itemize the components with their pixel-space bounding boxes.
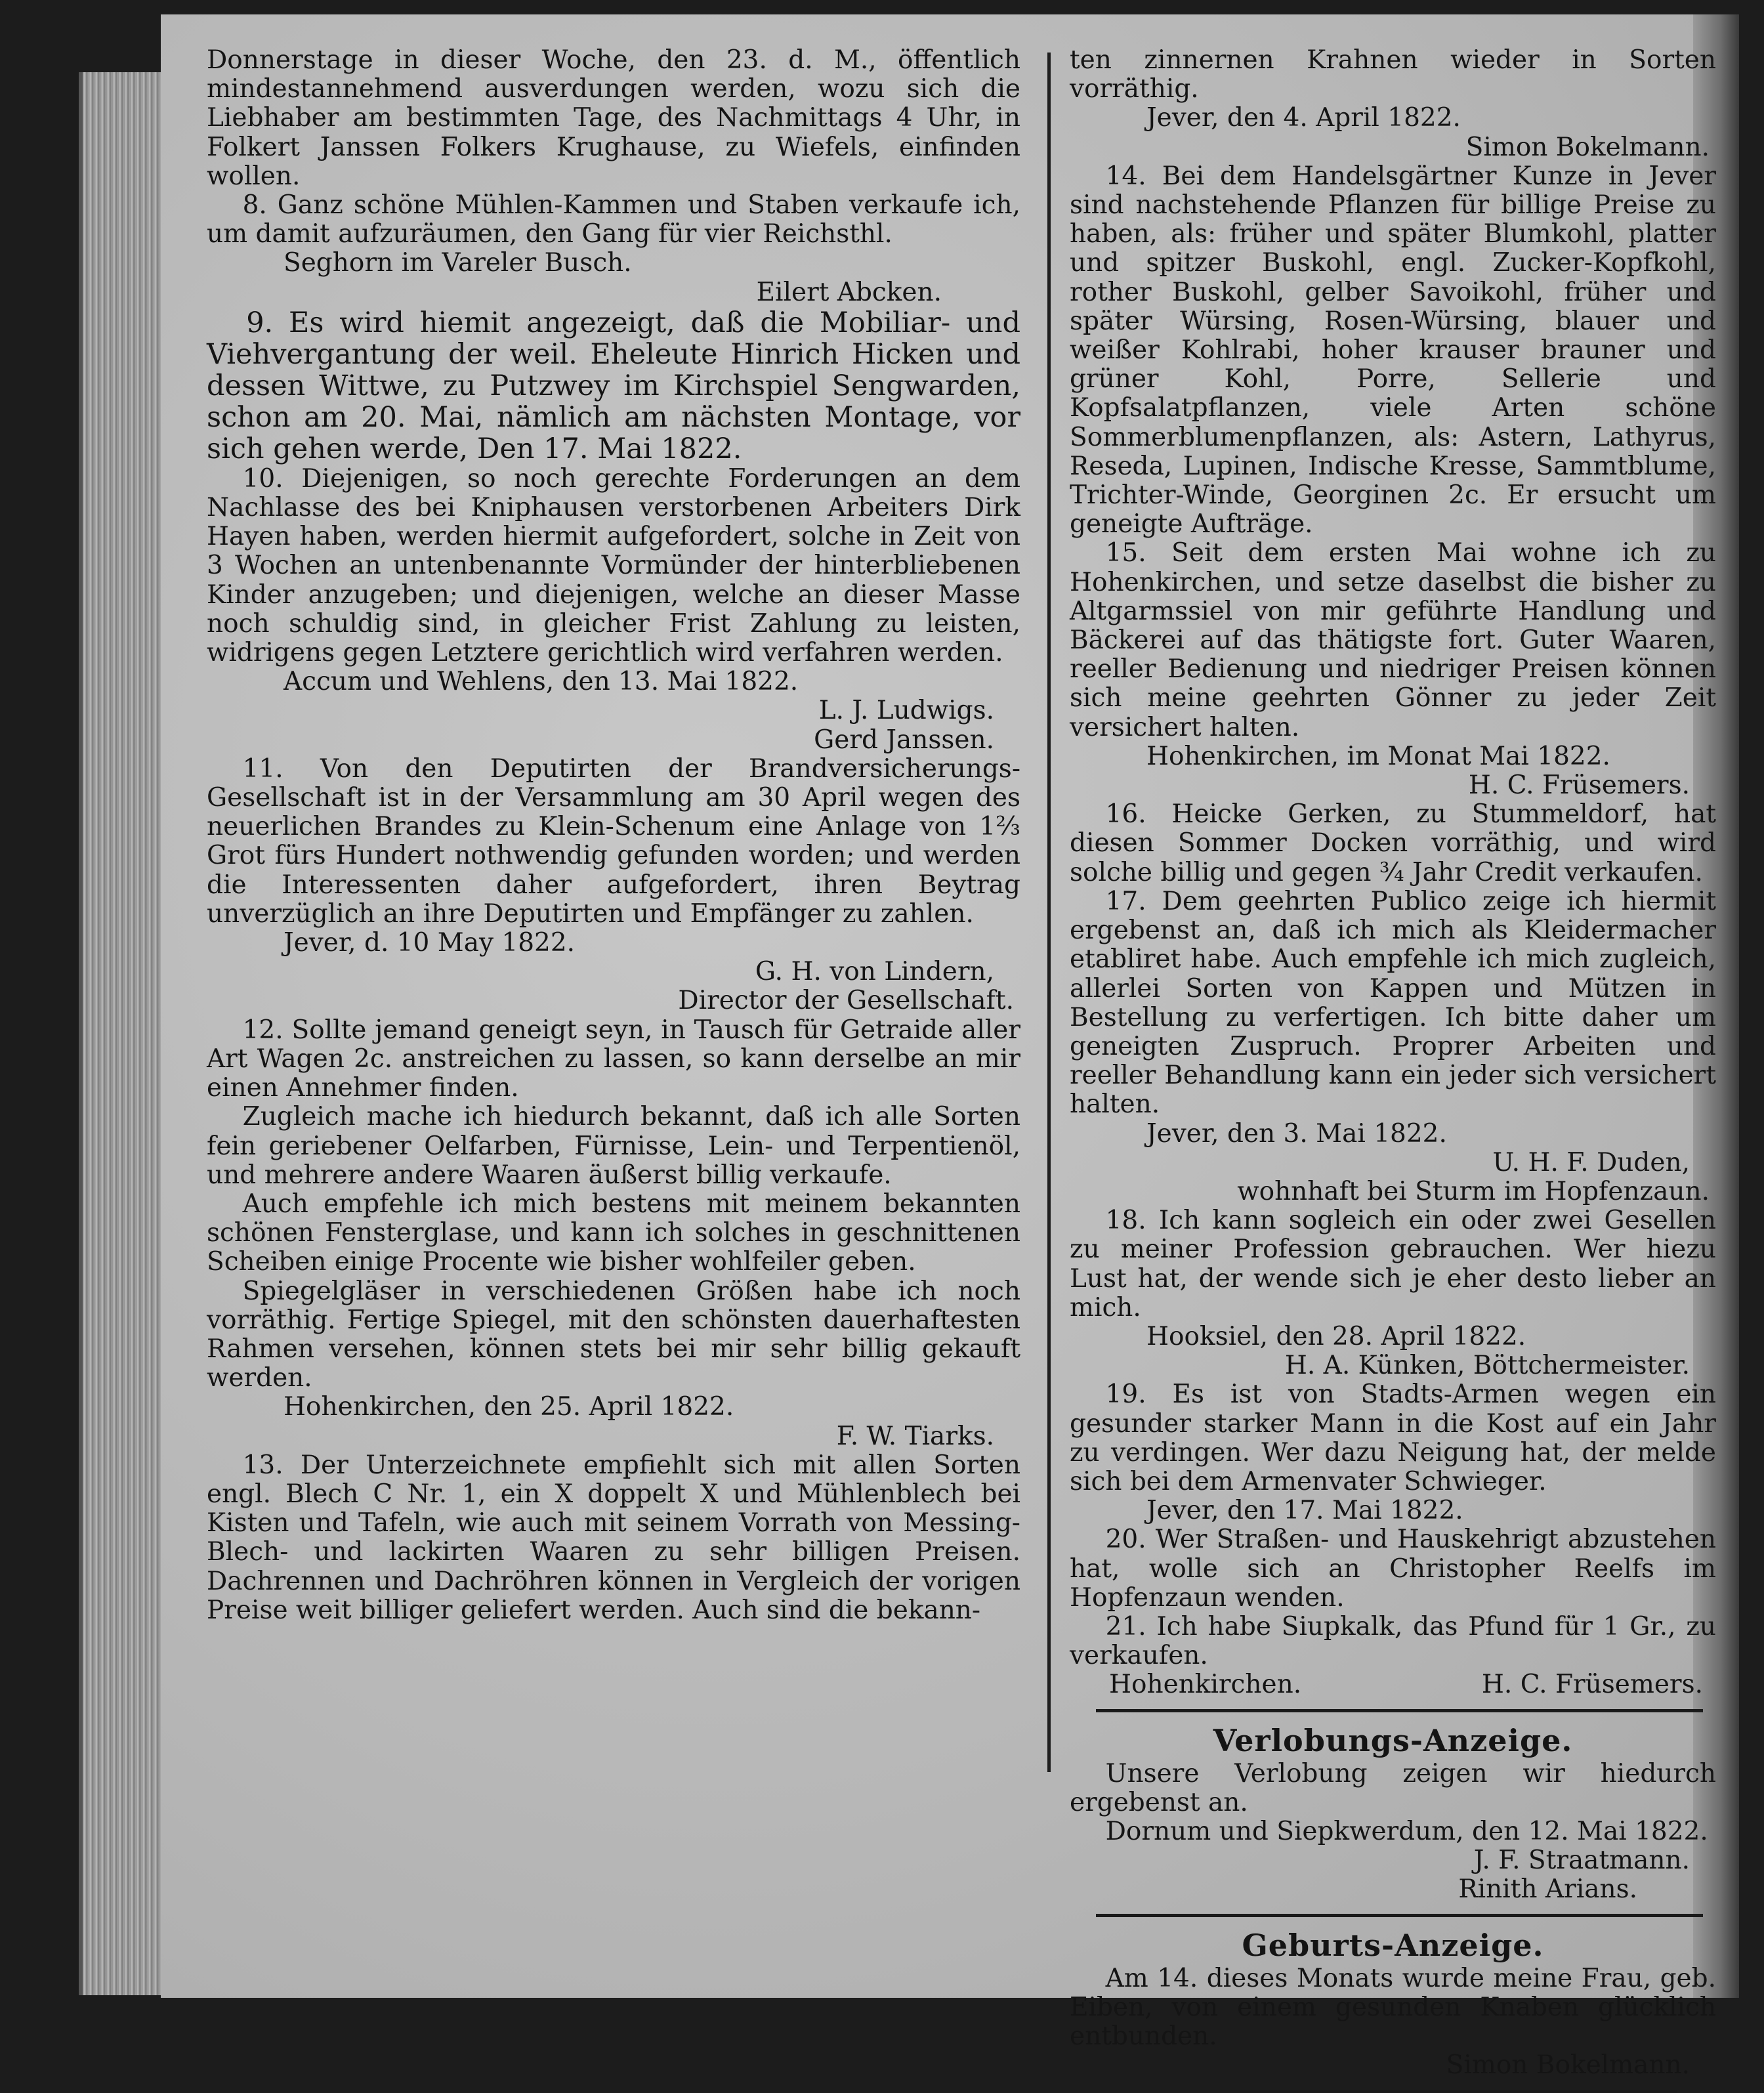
birth-text: Am 14. dieses Monats wurde meine Frau, geb. Eiben, von einem gesunden Knaben glücklich entbunden.	[1070, 1963, 1716, 2051]
item-21-place: Hohenkirchen.	[1109, 1670, 1302, 1700]
item-12-place: Hohenkirchen, den 25. April 1822.	[284, 1392, 734, 1422]
left-column	[207, 46, 1020, 1625]
engagement-heading: Verlobungs-Anzeige.	[1213, 1722, 1573, 1758]
item-12-paragraph-2: Zugleich mache ich hiedurch bekannt, daß ich alle Sorten fein geriebener Oelfarben, Fürnisse, Lein- und Terpentienöl, und mehrere andere Waaren äußerst billig verkaufe.	[207, 1102, 1020, 1190]
item-20: 20. Wer Straßen- und Hauskehrigt abzustehen hat, wolle sich an Christopher Reelfs im Hopfenzaun wenden.	[1070, 1525, 1716, 1613]
item-8-place: Seghorn im Vareler Busch.	[284, 248, 632, 278]
item-10-place: Accum und Wehlens, den 13. Mai 1822.	[284, 667, 799, 697]
closing-rule	[1240, 2090, 1677, 2093]
item-21-footer	[1070, 1670, 1716, 1699]
birth-heading: Geburts-Anzeige.	[1242, 1927, 1544, 1963]
item-8-signature: Eilert Abcken.	[756, 277, 942, 307]
item-13-place: Jever, den 4. April 1822.	[1146, 103, 1461, 133]
item-17: 17. Dem geehrten Publico zeige ich hiermit ergebenst an, daß ich mich als Kleidermacher etabliret habe. Auch empfehle ich mich zugleich, allerlei Sorten von Kappen und Mützen in Bestellung zu verfertigen. Ich bitte daher um geneigten Zuspruch. Proprer Arbeiten und reeller Behandlung kann ein jeder sich versichert halten.	[1070, 886, 1716, 1120]
item-19: 19. Es ist von Stadts-Armen wegen ein gesunder starker Mann in die Kost auf ein Jahr zu verdingen. Wer dazu Neigung hat, der melde sich bei dem Armenvater Schwieger.	[1070, 1380, 1716, 1496]
item-18-signature: H. A. Künken, Böttchermeister.	[1284, 1351, 1690, 1381]
item-9	[207, 307, 1020, 465]
item-10: 10. Diejenigen, so noch gerechte Forderungen an dem Nachlasse des bei Kniphausen verstorbenen Arbeiters Dirk Hayen haben, werden hiermit aufgefordert, solche in Zeit von 3 Wochen an untenbenannte Vormünder der hinterbliebenen Kinder anzugeben; und diejenigen, welche an dieser Masse noch schuldig sind, in gleicher Frist Zahlung zu leisten, widrigens gegen Letztere gerichtlich wird verfahren werden.	[207, 463, 1020, 668]
item-15-signature: H. C. Früsemers.	[1468, 771, 1690, 801]
item-10-signature-2: Gerd Janssen.	[814, 725, 994, 755]
item-12-paragraph-3: Auch empfehle ich mich bestens mit meinem bekannten schönen Fensterglase, und kann ich solches in geschnittenen Scheiben einige Procente wie bisher wohlfeiler geben.	[207, 1189, 1020, 1277]
item-11-signature-2: Director der Gesellschaft.	[678, 986, 1014, 1016]
item-12-signature: F. W. Tiarks.	[836, 1421, 994, 1451]
item-13-signature: Simon Bokelmann.	[1465, 132, 1710, 162]
item-11-place: Jever, d. 10 May 1822.	[284, 928, 576, 958]
item-7-continuation: Donnerstage in dieser Woche, den 23. d. M., öffentlich mindestannehmend ausverdungen werden, wozu sich die Liebhaber am bestimmten Tage, des Nachmittags 4 Uhr, in Folkert Janssen Folkers Krughause, zu Wiefels, einfinden wollen.	[207, 45, 1020, 191]
section-rule	[1096, 1709, 1703, 1712]
item-10-signature-1: L. J. Ludwigs.	[818, 696, 994, 726]
item-15: 15. Seit dem ersten Mai wohne ich zu Hohenkirchen, und setze daselbst die bisher zu Altgarmssiel von mir geführte Handlung und Bäckerei auf das thätigste fort. Guter Waaren, reeller Bedienung und niedriger Preisen können sich meine geehrten Gönner zu jeder Zeit versichert halten.	[1070, 538, 1716, 742]
engagement-signature-1: J. F. Straatmann.	[1473, 1846, 1690, 1876]
item-18-place: Hooksiel, den 28. April 1822.	[1146, 1321, 1526, 1351]
item-15-place: Hohenkirchen, im Monat Mai 1822.	[1146, 741, 1610, 771]
column-divider	[1047, 53, 1051, 1772]
item-19-place: Jever, den 17. Mai 1822.	[1146, 1496, 1463, 1526]
engagement-place: Dornum und Siepkwerdum, den 12. Mai 1822.	[1105, 1816, 1708, 1846]
page-edges	[79, 72, 168, 1995]
item-21-signature: H. C. Früsemers.	[1481, 1670, 1703, 1700]
engagement-text: Unsere Verlobung zeigen wir hiedurch ergebenst an.	[1070, 1758, 1716, 1817]
item-11-signature-1: G. H. von Lindern,	[755, 957, 994, 987]
item-12: 12. Sollte jemand geneigt seyn, in Tausch für Getraide aller Art Wagen 2c. anstreichen zu lassen, so kann derselbe an mir einen Annehmer finden.	[207, 1015, 1020, 1103]
item-17-signature-2: wohnhaft bei Sturm im Hopfenzaun.	[1237, 1176, 1710, 1206]
item-17-place: Jever, den 3. Mai 1822.	[1146, 1118, 1447, 1149]
engagement-signature-2: Rinith Arians.	[1458, 1874, 1637, 1905]
item-9-text: 9. Es wird hiemit angezeigt, daß die Mobiliar- und Viehvergantung der weil. Eheleute Hinrich Hicken und dessen Wittwe, zu Putzwey im Kirchspiel Sengwarden, schon am 20. Mai, nämlich am nächsten Montage, vor sich gehen werde,	[207, 306, 1020, 465]
birth-signature: Simon Bokelmann.	[1446, 2050, 1690, 2081]
item-13: 13. Der Unterzeichnete empfiehlt sich mit allen Sorten engl. Blech C Nr. 1, ein X doppelt X und Mühlenblech bei Kisten und Tafeln, wie auch mit seinem Vorrath von Messing-Blech- und lackirten Waaren zu sehr billigen Preisen. Dachrennen und Dachröhren können in Vergleich der vorigen Preise weit billiger geliefert werden. Auch sind die bekann-	[207, 1450, 1020, 1625]
right-column	[1070, 46, 1716, 2093]
item-16: 16. Heicke Gerken, zu Stummeldorf, hat diesen Sommer Docken vorräthig, und wird solche billig und gegen ¾ Jahr Credit verkaufen.	[1070, 799, 1716, 887]
item-17-signature-1: U. H. F. Duden,	[1492, 1147, 1690, 1177]
section-rule	[1096, 1914, 1703, 1917]
item-11: 11. Von den Deputirten der Brandversicherungs-Gesellschaft ist in der Versammlung am 30 April wegen des neuerlichen Brandes zu Klein-Schenum eine Anlage von 1⅔ Grot fürs Hundert nothwendig gefunden worden; und werden die Interessenten daher aufgefordert, ihren Beytrag unverzüglich an ihre Deputirten und Empfänger zu zahlen.	[207, 753, 1020, 929]
item-9-date: Den 17. Mai 1822.	[476, 432, 742, 465]
item-13-continuation: ten zinnernen Krahnen wieder in Sorten vorräthig.	[1070, 45, 1716, 104]
item-8: 8. Ganz schöne Mühlen-Kammen und Staben verkaufe ich, um damit aufzuräumen, den Gang für vier Reichsthl.	[207, 190, 1020, 249]
item-14: 14. Bei dem Handelsgärtner Kunze in Jever sind nachstehende Pflanzen für billige Preise zu haben, als: früher und später Blumkohl, platter und spitzer Buskohl, engl. Zucker-Kopfkohl, rother Buskohl, gelber Savoikohl, früher und später Würsing, Rosen-Würsing, blauer und weißer Kohlrabi, hoher krauser brauner und grüner Kohl, Porre, Sellerie und Kopfsalatpflanzen, viele Arten schöne Sommerblumenpflanzen, als: Astern, Lathyrus, Reseda, Lupinen, Indische Kresse, Sammtblume, Trichter-Winde, Georginen 2c. Er ersucht um geneigte Aufträge.	[1070, 161, 1716, 539]
item-18: 18. Ich kann sogleich ein oder zwei Gesellen zu meiner Profession gebrauchen. Wer hiezu Lust hat, der wende sich je eher desto lieber an mich.	[1070, 1206, 1716, 1322]
item-12-paragraph-4: Spiegelgläser in verschiedenen Größen habe ich noch vorräthig. Fertige Spiegel, mit den schönsten dauerhaftesten Rahmen versehen, können stets bei mir sehr billig gekauft werden.	[207, 1276, 1020, 1393]
item-21: 21. Ich habe Siupkalk, das Pfund für 1 Gr., zu verkaufen.	[1070, 1611, 1716, 1671]
